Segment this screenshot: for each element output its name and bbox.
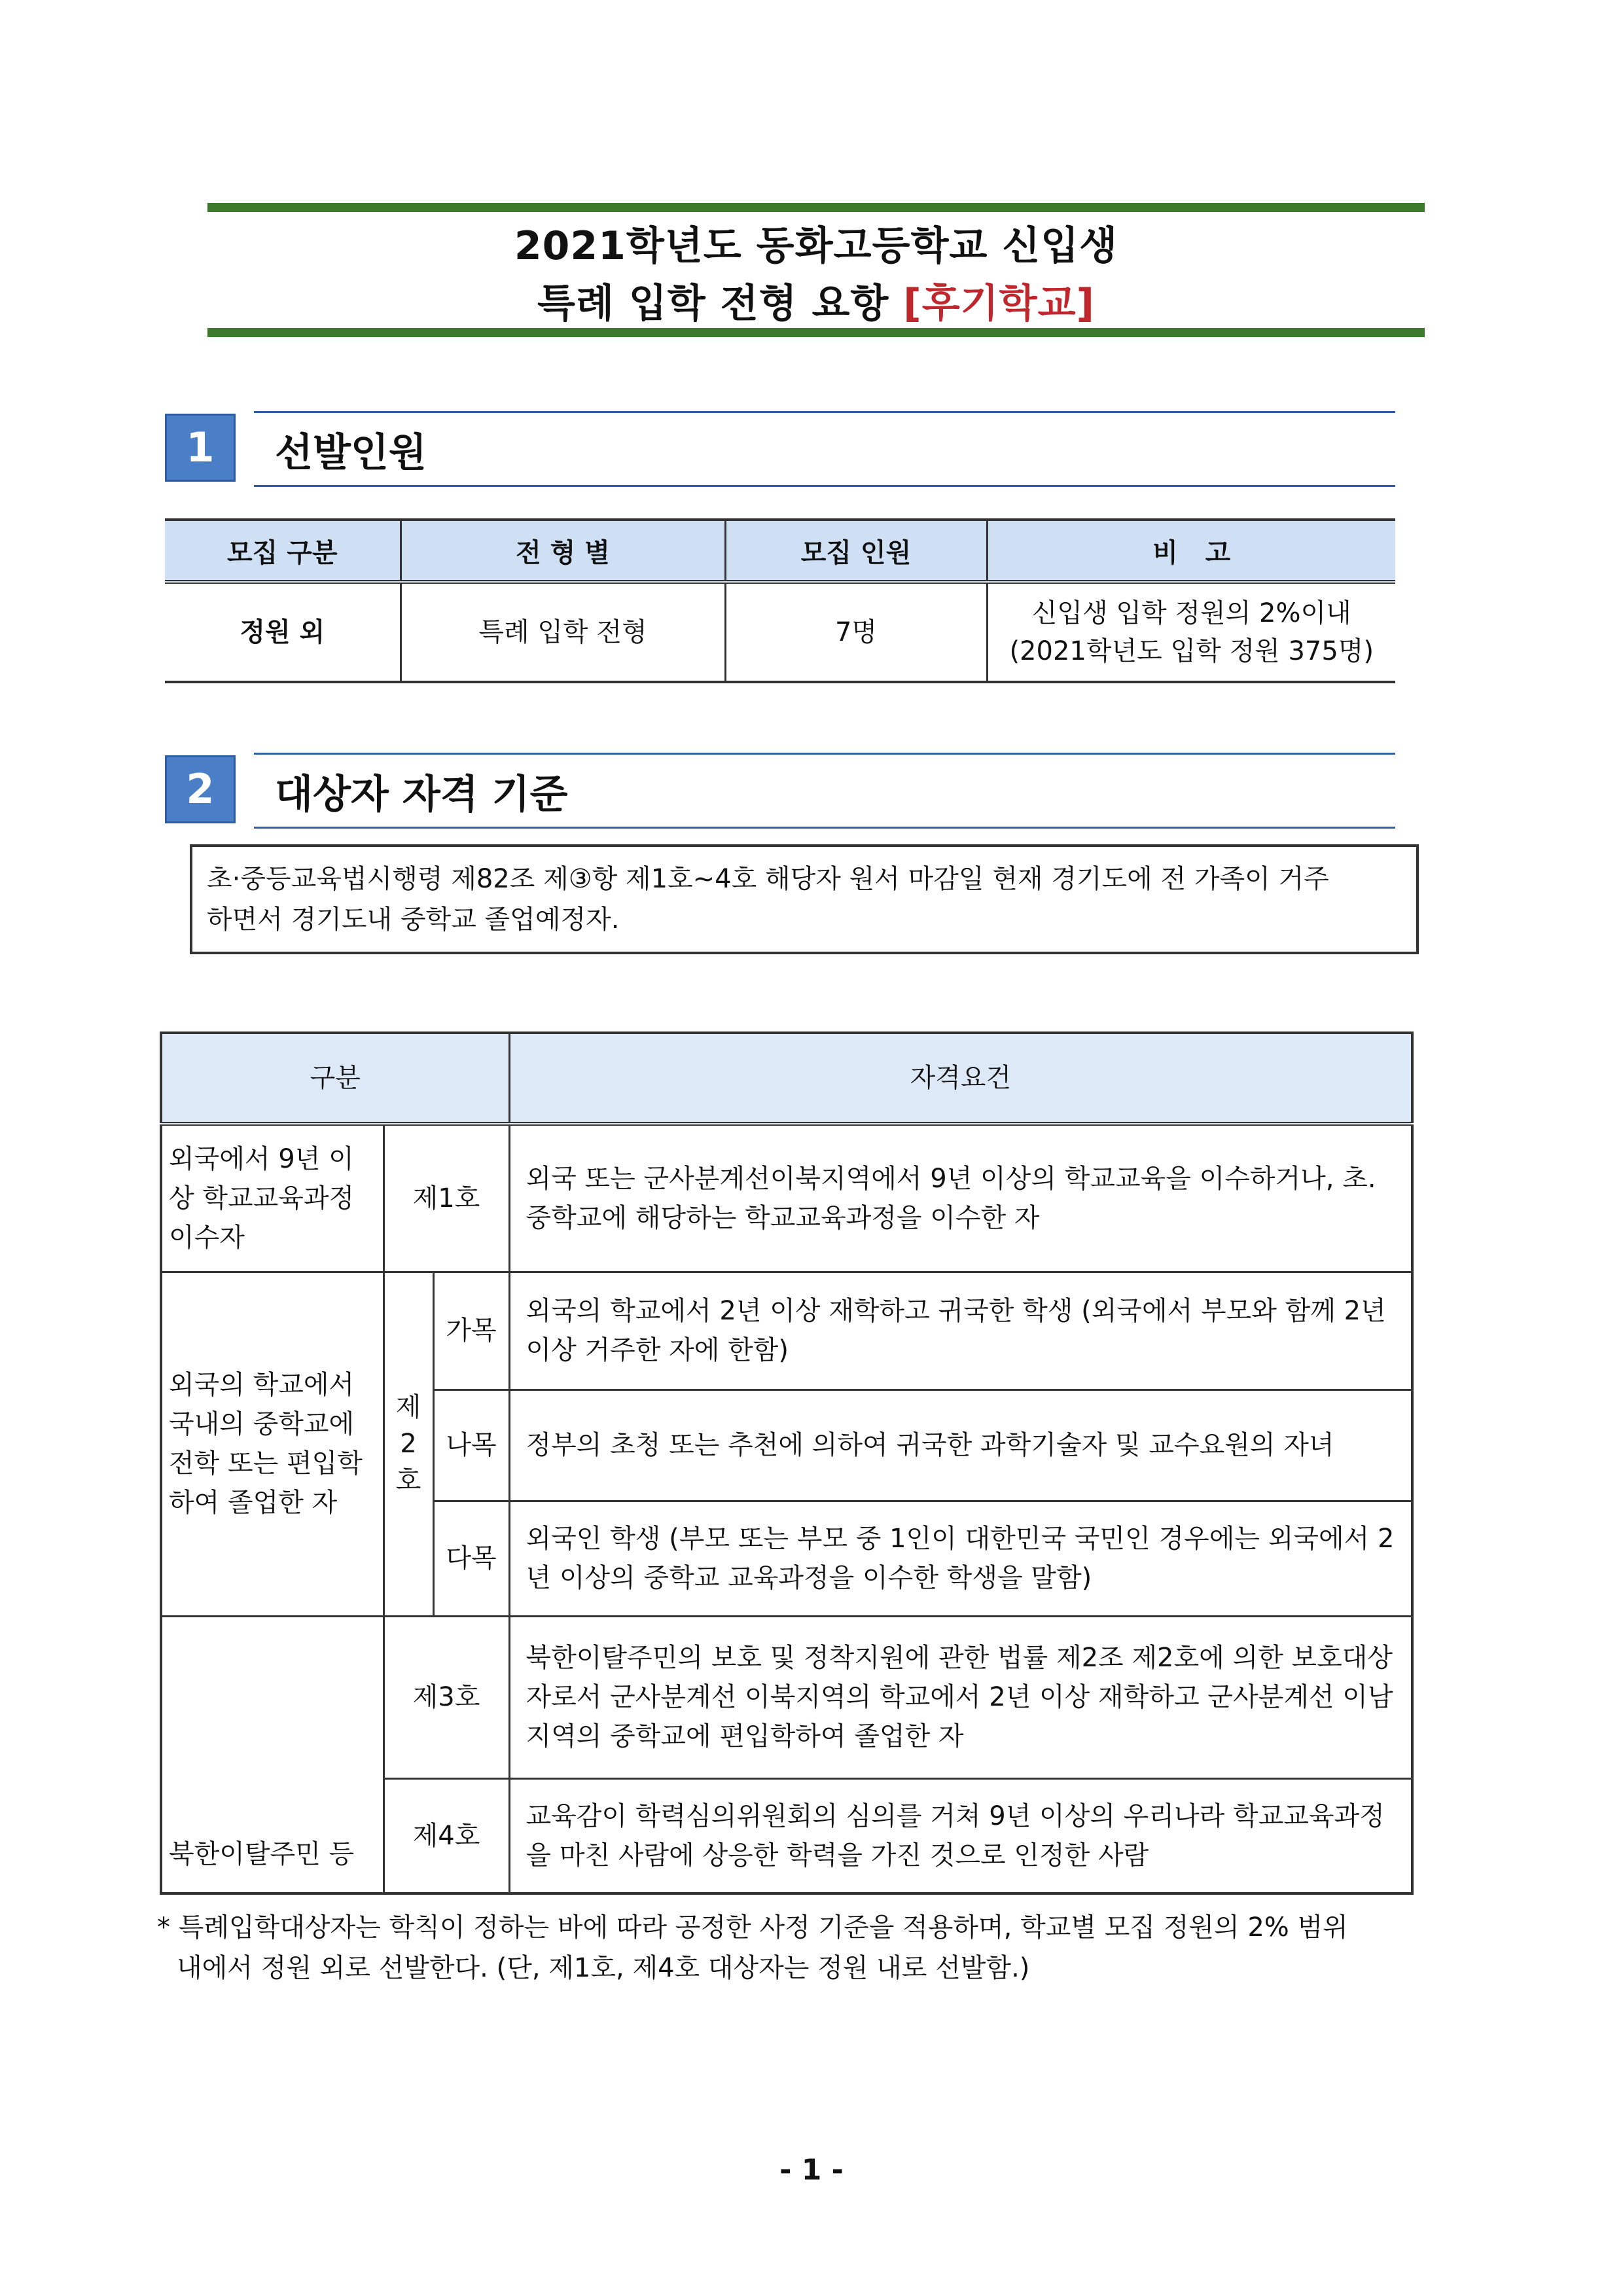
eligibility-table: [160, 1031, 1414, 1895]
criteria-line-2: 하면서 경기도내 중학교 졸업예정자.: [207, 905, 620, 935]
page-number: - 1 -: [779, 2153, 844, 2187]
title-top-bar: [207, 203, 1425, 212]
header-note: 비 고: [987, 520, 1395, 582]
header-admission-type: 전 형 별: [401, 520, 725, 582]
header-recruit-count: 모집 인원: [725, 520, 987, 582]
row4-requirement-4: 교육감이 학력심의위원회의 심의를 거쳐 9년 이상의 우리나라 학교교육과정을 마친 사람에 상응한 학력을 가진 것으로 인정한 사람: [509, 1778, 1412, 1893]
cell-count: 7명: [725, 582, 987, 682]
row1-ho: 제1호: [383, 1124, 509, 1272]
row1-category: 외국에서 9년 이상 학교교육과정 이수자: [161, 1124, 383, 1272]
row3-requirement-3: 북한이탈주민의 보호 및 정착지원에 관한 법률 제2조 제2호에 의한 보호대상자로서 군사분계선 이북지역의 학교에서 2년 이상 재학하고 군사분계선 이남지역의 중학교에 편입학하여 졸업한 자: [509, 1616, 1412, 1778]
row3-ho3: 제3호: [383, 1616, 509, 1778]
cell-note: [987, 582, 1395, 682]
footnote: [157, 1907, 1466, 1988]
title-line-2: [207, 272, 1425, 329]
row1-requirement: 외국 또는 군사분계선이북지역에서 9년 이상의 학교교육을 이수하거나, 초.중학교에 해당하는 학교교육과정을 이수한 자: [509, 1124, 1412, 1272]
row4-ho4: 제4호: [383, 1778, 509, 1893]
criteria-box: [190, 844, 1419, 954]
footnote-line-2: 내에서 정원 외로 선발한다. (단, 제1호, 제4호 대상자는 정원 내로 선발함.): [177, 1953, 1030, 1983]
table-row: [161, 1124, 1412, 1272]
cell-type: 특례 입학 전형: [401, 582, 725, 682]
row2-category: 외국의 학교에서 국내의 중학교에 전학 또는 편입학하여 졸업한 자: [161, 1272, 383, 1616]
table-row: [165, 582, 1395, 682]
row2-ga-label: 가목: [433, 1272, 509, 1390]
section-1-number: 1: [165, 414, 236, 482]
header-category: 구분: [161, 1033, 509, 1124]
section-2-bottom-rule: [254, 827, 1395, 829]
footnote-line-1: * 특례입학대상자는 학칙이 정하는 바에 따라 공정한 사정 기준을 적용하며, 학교별 모집 정원의 2% 범위: [157, 1912, 1348, 1943]
section-1-bottom-rule: [254, 485, 1395, 487]
table-header-row: [165, 520, 1395, 582]
section-1-heading: 선발인원: [275, 430, 427, 476]
cell-category: 정원 외: [165, 582, 401, 682]
row3-category: 북한이탈주민 등: [161, 1616, 383, 1893]
row2-da-label: 다목: [433, 1501, 509, 1616]
section-2-top-rule: [254, 753, 1395, 755]
section-2-heading: 대상자 자격 기준: [275, 772, 568, 817]
title-bottom-bar: [207, 328, 1425, 337]
selection-count-table: [165, 518, 1395, 683]
row2-ho-vertical: 제 2 호: [383, 1272, 433, 1616]
header-requirement: 자격요건: [509, 1033, 1412, 1124]
title-highlight: [후기학교]: [903, 281, 1095, 327]
row2-da-requirement: 외국인 학생 (부모 또는 부모 중 1인이 대한민국 국민인 경우에는 외국에서 2년 이상의 중학교 교육과정을 이수한 학생을 말함): [509, 1501, 1412, 1616]
table-row: [161, 1272, 1412, 1390]
title-line-2-main: 특례 입학 전형 요항: [537, 281, 904, 327]
criteria-line-1: 초·중등교육법시행령 제82조 제③항 제1호~4호 해당자 원서 마감일 현재 경기도에 전 가족이 거주: [207, 864, 1329, 894]
table-header-row: [161, 1033, 1412, 1124]
section-1-header: [165, 411, 1395, 487]
cell-note-line-1: 신입생 입학 정원의 2%이내: [1031, 598, 1351, 628]
row2-na-label: 나목: [433, 1390, 509, 1501]
section-1-top-rule: [254, 411, 1395, 413]
cell-note-line-2: (2021학년도 입학 정원 375명): [1009, 636, 1374, 666]
section-2-header: [165, 753, 1395, 829]
table-row: [161, 1616, 1412, 1778]
document-title-block: [207, 203, 1425, 337]
section-2-number: 2: [165, 755, 236, 823]
title-line-1: 2021학년도 동화고등학교 신입생: [514, 223, 1118, 269]
row2-na-requirement: 정부의 초청 또는 추천에 의하여 귀국한 과학기술자 및 교수요원의 자녀: [509, 1390, 1412, 1501]
header-recruit-category: 모집 구분: [165, 520, 401, 582]
row2-ga-requirement: 외국의 학교에서 2년 이상 재학하고 귀국한 학생 (외국에서 부모와 함께 2년 이상 거주한 자에 한함): [509, 1272, 1412, 1390]
